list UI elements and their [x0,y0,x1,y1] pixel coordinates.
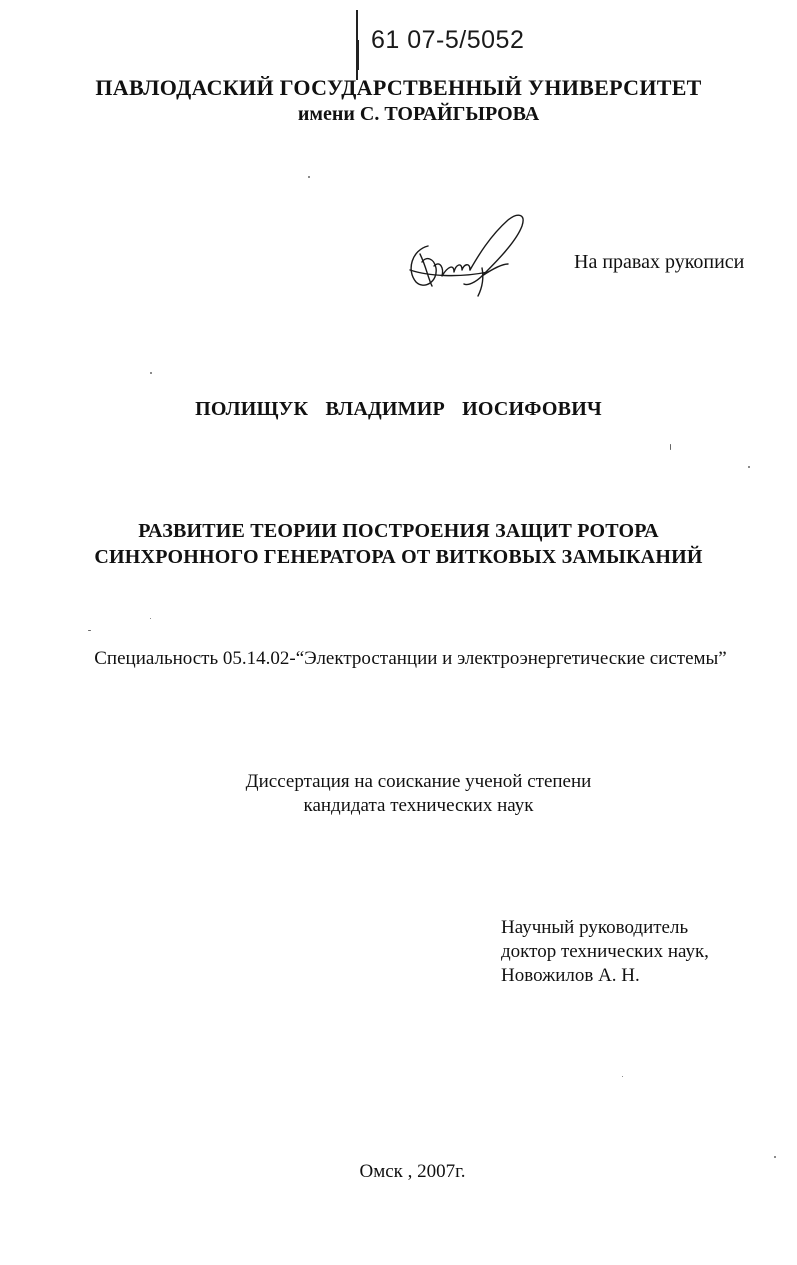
thesis-degree-line-1: Диссертация на соискание ученой степени [245,771,592,792]
supervisor-name: Новожилов А. Н. [501,965,640,986]
specialty-line: Специальность 05.14.02-“Электростанции и электроэнергетические системы” [94,648,727,669]
scan-speck [748,466,750,468]
scan-speck [88,630,91,631]
university-dedication: имени С. ТОРАЙГЫРОВА [297,103,540,125]
supervisor-block [501,916,709,988]
supervisor-degree: доктор технических наук, [501,941,709,962]
thesis-degree-line-2: кандидата технических наук [303,795,534,816]
thesis-title-line-2: СИНХРОННОГО ГЕНЕРАТОРА ОТ ВИТКОВЫХ ЗАМЫКАНИЙ [94,546,703,568]
scan-speck [622,1076,623,1077]
author-name: ПОЛИЩУК ВЛАДИМИР ИОСИФОВИЧ [195,398,602,420]
scan-speck [150,372,152,374]
archive-stamp-code: 61 07-5/5052 [371,26,525,54]
scan-speck [150,618,151,619]
place-and-year: Омск , 2007г. [359,1161,466,1182]
stamp-rule-secondary [358,40,359,70]
supervisor-role: Научный руководитель [501,917,689,938]
scan-speck [774,1156,776,1158]
thesis-title-line-1: РАЗВИТИЕ ТЕОРИИ ПОСТРОЕНИЯ ЗАЩИТ РОТОРА [138,520,659,542]
scan-speck [308,176,310,178]
scan-speck [670,444,671,450]
handwritten-signature [398,206,538,302]
manuscript-rights-note: На правах рукописи [574,251,745,273]
university-name: ПАВЛОДАСКИЙ ГОСУДАРСТВЕННЫЙ УНИВЕРСИТЕТ [95,75,702,100]
